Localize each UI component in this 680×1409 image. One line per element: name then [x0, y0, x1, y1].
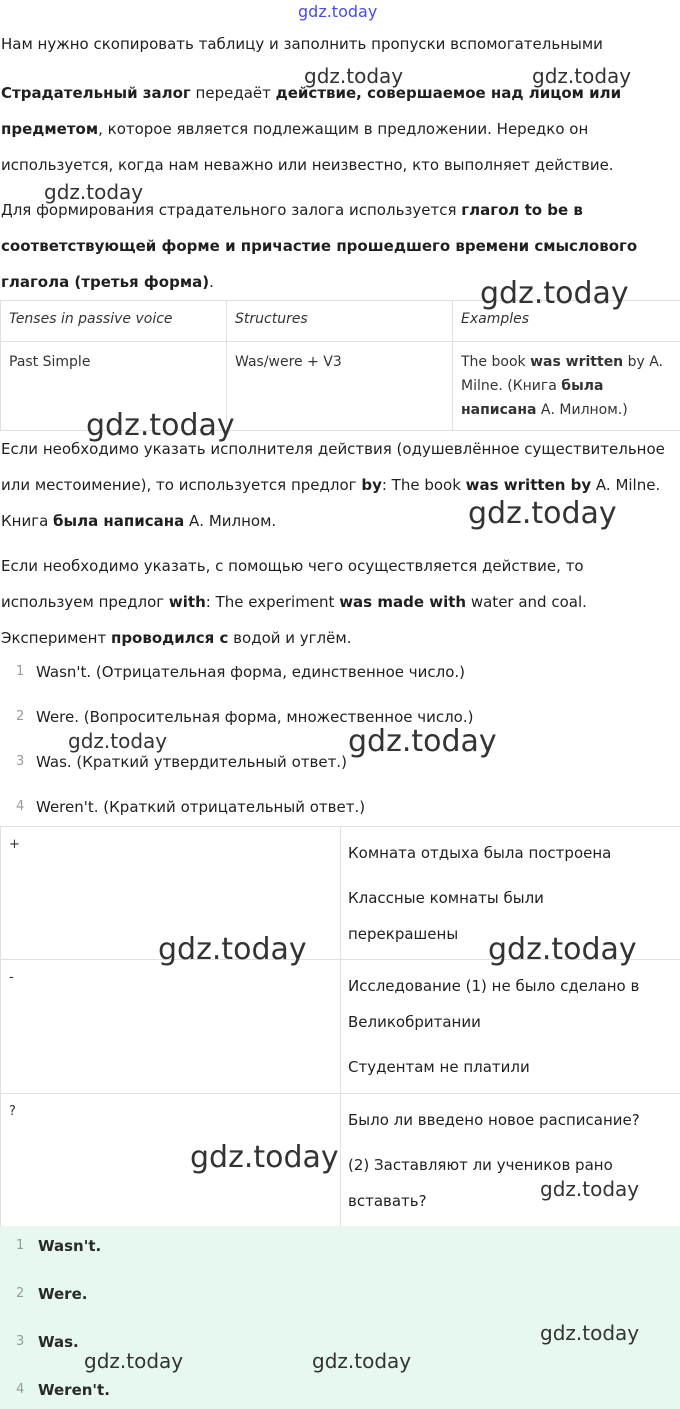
- answers-block: 1 Wasn't. 2 Were. 3 Was. 4 Weren't.: [0, 1226, 680, 1409]
- watermark: gdz.today: [488, 932, 637, 967]
- table-row: [0, 1093, 680, 1227]
- watermark: gdz.today: [480, 276, 629, 311]
- sentences-cell: Исследование (1) не было сделано в Великобритании Студентам не платили: [348, 977, 640, 1076]
- symbol-cell: -: [0, 960, 341, 1094]
- paragraph-by-preposition: Если необходимо указать исполнителя действия (одушевлённое существительное или местоимение), то используется предлог by: The book was written by A. Milne. Книга была написана А. Милном.: [1, 440, 665, 530]
- symbol-cell: +: [0, 827, 341, 960]
- paragraph-with-preposition: Если необходимо указать, с помощью чего осуществляется действие, то используем предлог with: The experiment was made with water and coal. Эксперимент проводился с водой и углём.: [1, 557, 587, 647]
- watermark: gdz.today: [468, 496, 617, 531]
- watermark: gdz.today: [540, 1177, 640, 1201]
- paragraph-passive-definition: Страдательный залог передаёт действие, совершаемое над лицом или предметом, которое является подлежащим в предложении. Нередко он используется, когда нам неважно или неизвестно, кто выполняет действие.: [1, 84, 622, 174]
- header-examples: Examples: [453, 301, 680, 342]
- watermark: gdz.today: [86, 408, 235, 443]
- term-action-on-subject: действие, совершаемое над лицом или предметом: [1, 84, 622, 138]
- cell-tense: Past Simple: [1, 342, 227, 431]
- watermark: gdz.today: [304, 64, 404, 88]
- watermark: gdz.today: [312, 1349, 412, 1373]
- watermark: gdz.today: [532, 64, 632, 88]
- symbol-cell: ?: [0, 1094, 341, 1227]
- watermark: gdz.today: [84, 1349, 184, 1373]
- cell-example: The book was written by A. Milne. (Книга была написана А. Милном.): [453, 342, 680, 431]
- cell-structure: Was/were + V3: [227, 342, 453, 431]
- header-tenses: Tenses in passive voice: [1, 301, 227, 342]
- table-row: [0, 959, 680, 1094]
- intro-text: Нам нужно скопировать таблицу и заполнить пропуски вспомогательными: [1, 35, 603, 53]
- watermark: gdz.today: [44, 180, 144, 204]
- watermark: gdz.today: [68, 729, 168, 753]
- watermark: gdz.today: [158, 932, 307, 967]
- watermark: gdz.today: [348, 724, 497, 759]
- term-passive-voice: Страдательный залог: [1, 84, 191, 102]
- sentences-cell: Комната отдыха была построена Классные комнаты были перекрашены: [348, 844, 612, 943]
- watermark: gdz.today: [540, 1321, 640, 1345]
- watermark: gdz.today: [190, 1140, 339, 1175]
- sentences-cell: Было ли введено новое расписание? (2) Заставляют ли учеников рано вставать?: [348, 1111, 640, 1210]
- header-structures: Structures: [227, 301, 453, 342]
- term-to-be-participle: глагол to be в соответствующей форме и причастие прошедшего времени смыслового глагола (третья форма): [1, 201, 638, 291]
- watermark-link[interactable]: gdz.today: [298, 2, 378, 21]
- paragraph-passive-formation: Для формирования страдательного залога используется глагол to be в соответствующей форме и причастие прошедшего времени смыслового глагола (третья форма).: [1, 201, 638, 291]
